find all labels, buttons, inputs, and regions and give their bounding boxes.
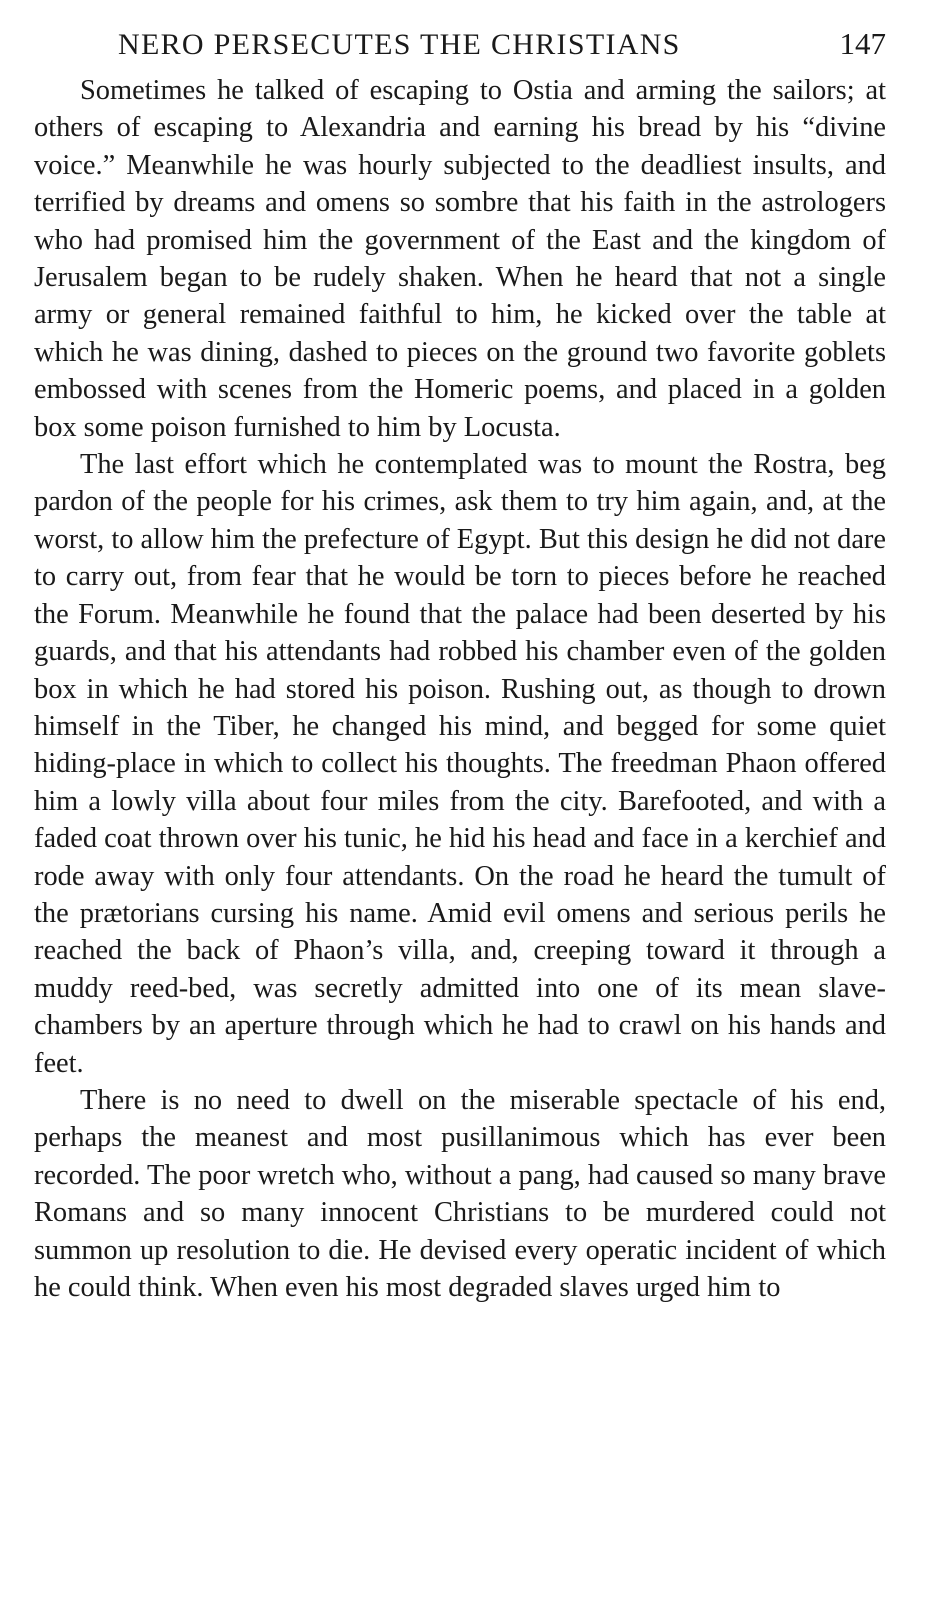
body-text <box>34 72 886 1306</box>
paragraph-3: There is no need to dwell on the miserable spectacle of his end, perhaps the meanest and most pusillanimous which has ever been recorded. The poor wretch who, without a pang, had caused so many brave Romans and so many innocent Christians to be murdered could not summon up resolution to die. He devised every operatic incident of which he could think. When even his most degraded slaves urged him to <box>34 1084 886 1303</box>
book-page <box>34 26 886 1306</box>
paragraph-1: Sometimes he talked of escaping to Ostia and arming the sailors; at others of escaping to Alexandria and earning his bread by his “divine voice.” Meanwhile he was hourly subjected to the deadliest insults, and terrified by dreams and omens so sombre that his faith in the astrologers who had promised him the government of the East and the kingdom of Jerusalem began to be rudely shaken. When he heard that not a single army or general remained faithful to him, he kicked over the table at which he was dining, dashed to pieces on the ground two favorite goblets embossed with scenes from the Homeric poems, and placed in a golden box some poison furnished to him by Locusta. <box>34 75 886 443</box>
chapter-title: NERO PERSECUTES THE CHRISTIANS <box>118 28 681 61</box>
running-head <box>34 26 886 72</box>
page-number: 147 <box>839 26 886 61</box>
paragraph-2: The last effort which he contemplated was to mount the Rostra, beg pardon of the people for his crimes, ask them to try him again, and, at the worst, to allow him the prefecture of Egypt. But this design he did not dare to carry out, from fear that he would be torn to pieces before he reached the Forum. Meanwhile he found that the palace had been deserted by his guards, and that his attendants had robbed his chamber even of the golden box in which he had stored his poison. Rushing out, as though to drown himself in the Tiber, he changed his mind, and begged for some quiet hiding-place in which to collect his thoughts. The freedman Phaon offered him a lowly villa about four miles from the city. Barefooted, and with a faded coat thrown over his tunic, he hid his head and face in a kerchief and rode away with only four attendants. On the road he heard the tumult of the prætorians cursing his name. Amid evil omens and serious perils he reached the back of Phaon’s villa, and, creeping toward it through a muddy reed-bed, was secretly admitted into one of its mean slave-chambers by an aperture through which he had to crawl on his hands and feet. <box>34 449 886 1079</box>
